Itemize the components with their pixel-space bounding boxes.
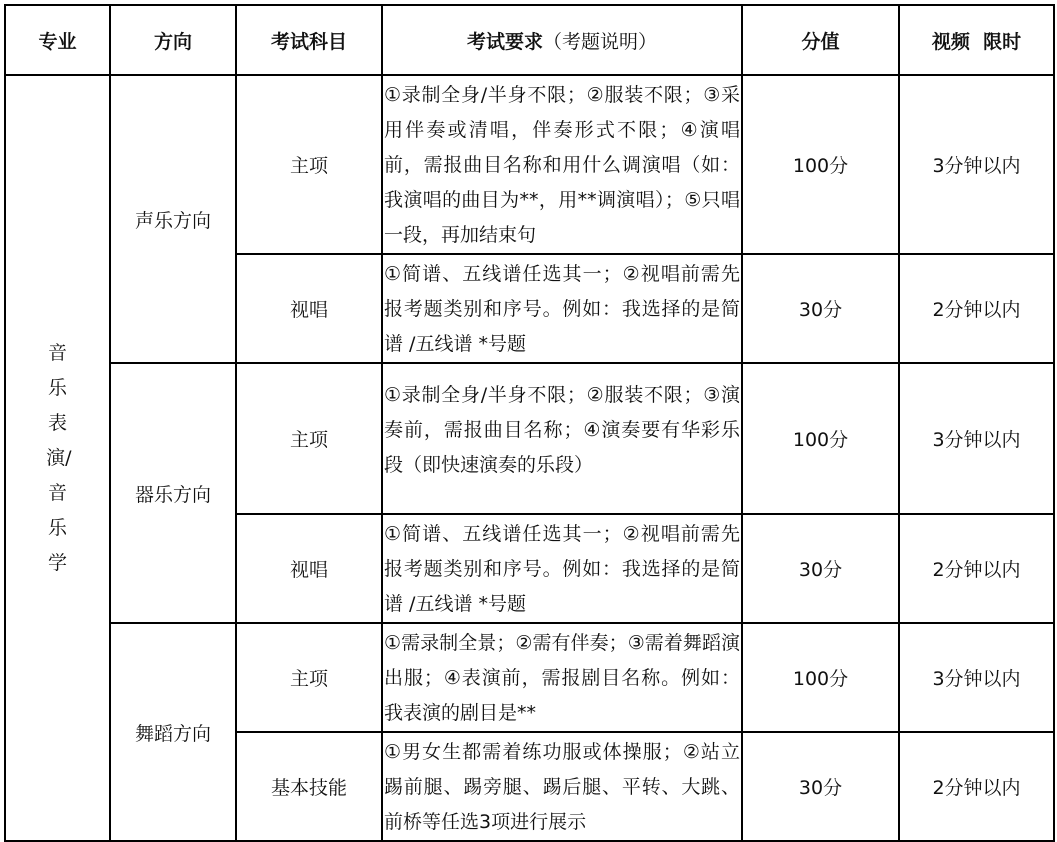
header-requirements-label: 考试要求 (466, 30, 543, 53)
score-cell: 100分 (742, 623, 899, 732)
score-cell: 30分 (742, 254, 899, 363)
time-cell: 2分钟以内 (899, 254, 1054, 363)
header-row (5, 5, 1054, 75)
table-row (5, 363, 1054, 514)
direction-cell: 器乐方向 (110, 363, 236, 623)
subject-cell: 基本技能 (236, 732, 382, 841)
score-cell: 30分 (742, 514, 899, 623)
major-label: 音乐表演/音乐学 (46, 341, 72, 574)
major-cell (5, 75, 110, 841)
header-time-limit: 视频 限时 (899, 5, 1054, 75)
header-score: 分值 (742, 5, 899, 75)
subject-cell: 主项 (236, 623, 382, 732)
header-subject: 考试科目 (236, 5, 382, 75)
exam-requirements-table (4, 4, 1055, 842)
time-cell: 3分钟以内 (899, 363, 1054, 514)
requirement-cell: ①录制全身/半身不限；②服装不限；③演奏前，需报曲目名称；④演奏要有华彩乐段（即快速演奏的乐段） (382, 363, 742, 514)
table-row (5, 623, 1054, 732)
score-cell: 30分 (742, 732, 899, 841)
requirement-cell: ①简谱、五线谱任选其一；②视唱前需先报考题类别和序号。例如：我选择的是简谱 /五线谱 *号题 (382, 254, 742, 363)
time-cell: 3分钟以内 (899, 623, 1054, 732)
header-requirements-note: （考题说明） (543, 30, 658, 53)
time-cell: 3分钟以内 (899, 75, 1054, 254)
score-cell: 100分 (742, 363, 899, 514)
time-cell: 2分钟以内 (899, 732, 1054, 841)
score-cell: 100分 (742, 75, 899, 254)
requirement-cell: ①录制全身/半身不限；②服装不限；③采用伴奏或清唱，伴奏形式不限；④演唱前，需报曲目名称和用什么调演唱（如：我演唱的曲目为**，用**调演唱）；⑤只唱一段，再加结束句 (382, 75, 742, 254)
table-row (5, 75, 1054, 254)
header-major: 专业 (5, 5, 110, 75)
header-direction: 方向 (110, 5, 236, 75)
direction-cell: 舞蹈方向 (110, 623, 236, 841)
requirement-cell: ①男女生都需着练功服或体操服；②站立踢前腿、踢旁腿、踢后腿、平转、大跳、前桥等任选3项进行展示 (382, 732, 742, 841)
subject-cell: 主项 (236, 363, 382, 514)
subject-cell: 视唱 (236, 514, 382, 623)
header-requirements (382, 5, 742, 75)
requirement-cell: ①需录制全景；②需有伴奏；③需着舞蹈演出服；④表演前，需报剧目名称。例如：我表演的剧目是** (382, 623, 742, 732)
subject-cell: 主项 (236, 75, 382, 254)
time-cell: 2分钟以内 (899, 514, 1054, 623)
requirement-cell: ①简谱、五线谱任选其一；②视唱前需先报考题类别和序号。例如：我选择的是简谱 /五线谱 *号题 (382, 514, 742, 623)
subject-cell: 视唱 (236, 254, 382, 363)
direction-cell: 声乐方向 (110, 75, 236, 363)
